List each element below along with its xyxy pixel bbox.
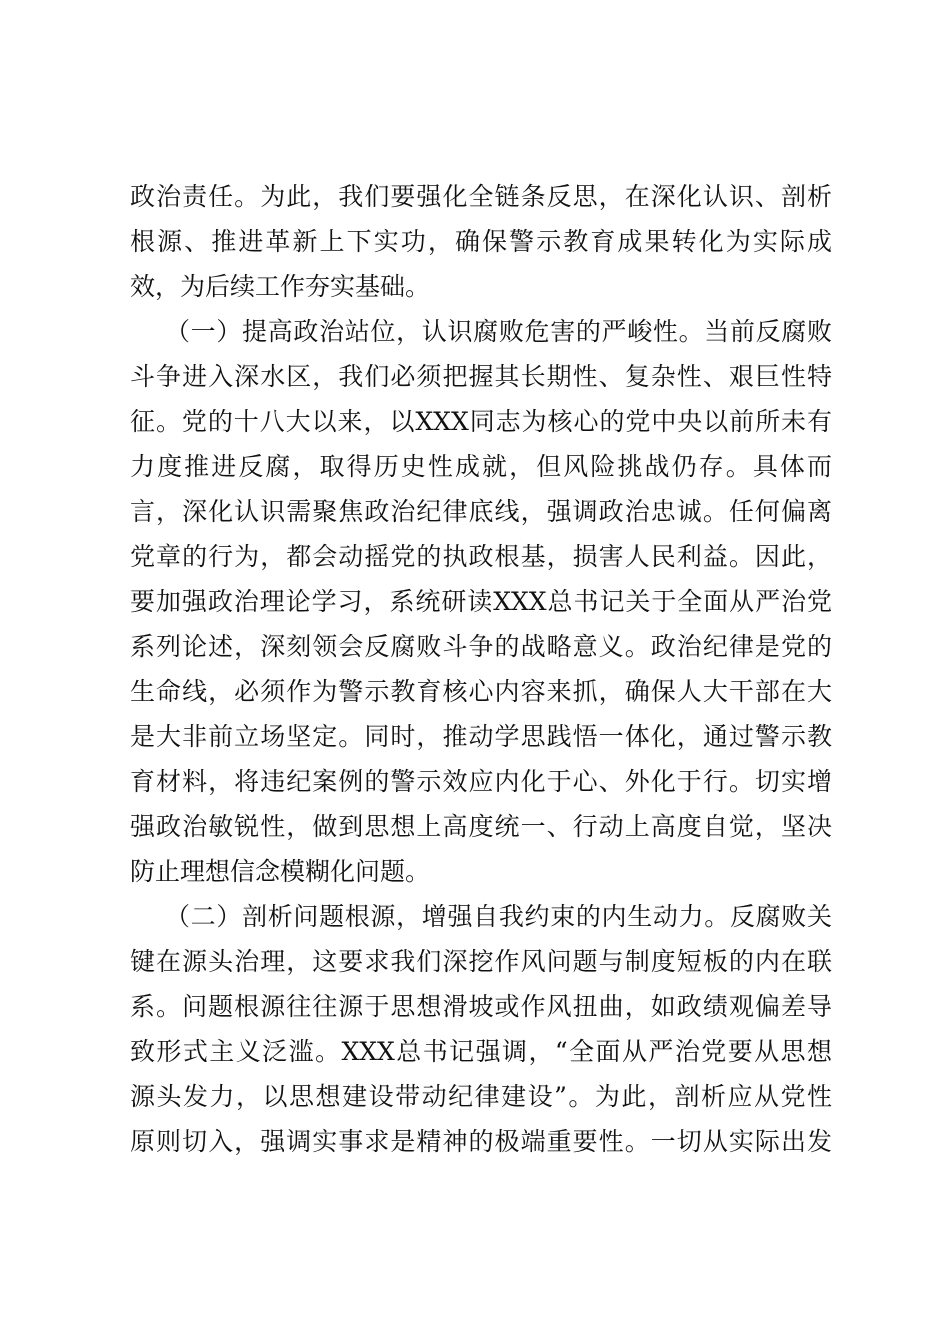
text-line: 政治责任。为此，我们要强化全链条反思，在深化认识、剖析	[130, 182, 832, 211]
text-line: 致形式主义泛滥。XXX总书记强调，“全面从严治党要从思想	[130, 1037, 832, 1066]
text-line: 键在源头治理，这要求我们深挖作风问题与制度短板的内在联	[130, 947, 832, 976]
text-line: 征。党的十八大以来，以XXX同志为核心的党中央以前所未有	[130, 407, 832, 436]
text-line: 生命线，必须作为警示教育核心内容来抓，确保人大干部在大	[130, 677, 832, 706]
text-line: 力度推进反腐，取得历史性成就，但风险挑战仍存。具体而	[130, 452, 832, 481]
text-line: 是大非前立场坚定。同时，推动学思践悟一体化，通过警示教	[130, 722, 832, 751]
text-line: 言，深化认识需聚焦政治纪律底线，强调政治忠诚。任何偏离	[130, 497, 832, 526]
paragraph	[130, 174, 832, 309]
paragraph	[130, 309, 832, 894]
text-line: 源头发力，以思想建设带动纪律建设”。为此，剖析应从党性	[130, 1082, 832, 1111]
text-line: 要加强政治理论学习，系统研读XXX总书记关于全面从严治党	[130, 587, 832, 616]
text-line: 强政治敏锐性，做到思想上高度统一、行动上高度自觉，坚决	[130, 812, 832, 841]
text-line: 原则切入，强调实事求是精神的极端重要性。一切从实际出发	[130, 1127, 832, 1156]
text-line: 斗争进入深水区，我们必须把握其长期性、复杂性、艰巨性特	[130, 362, 832, 391]
text-line: （二）剖析问题根源，增强自我约束的内生动力。反腐败关	[165, 902, 832, 931]
text-line: 育材料，将违纪案例的警示效应内化于心、外化于行。切实增	[130, 767, 832, 796]
text-line: 党章的行为，都会动摇党的执政根基，损害人民利益。因此，	[130, 542, 832, 571]
text-line: 防止理想信念模糊化问题。	[130, 857, 431, 886]
text-line: 系列论述，深刻领会反腐败斗争的战略意义。政治纪律是党的	[130, 632, 832, 661]
text-line: 效，为后续工作夯实基础。	[130, 272, 431, 301]
text-line: （一）提高政治站位，认识腐败危害的严峻性。当前反腐败	[165, 317, 832, 346]
document-body	[130, 174, 832, 1164]
text-line: 系。问题根源往往源于思想滑坡或作风扭曲，如政绩观偏差导	[130, 992, 832, 1021]
paragraph	[130, 894, 832, 1164]
text-line: 根源、推进革新上下实功，确保警示教育成果转化为实际成	[130, 227, 832, 256]
